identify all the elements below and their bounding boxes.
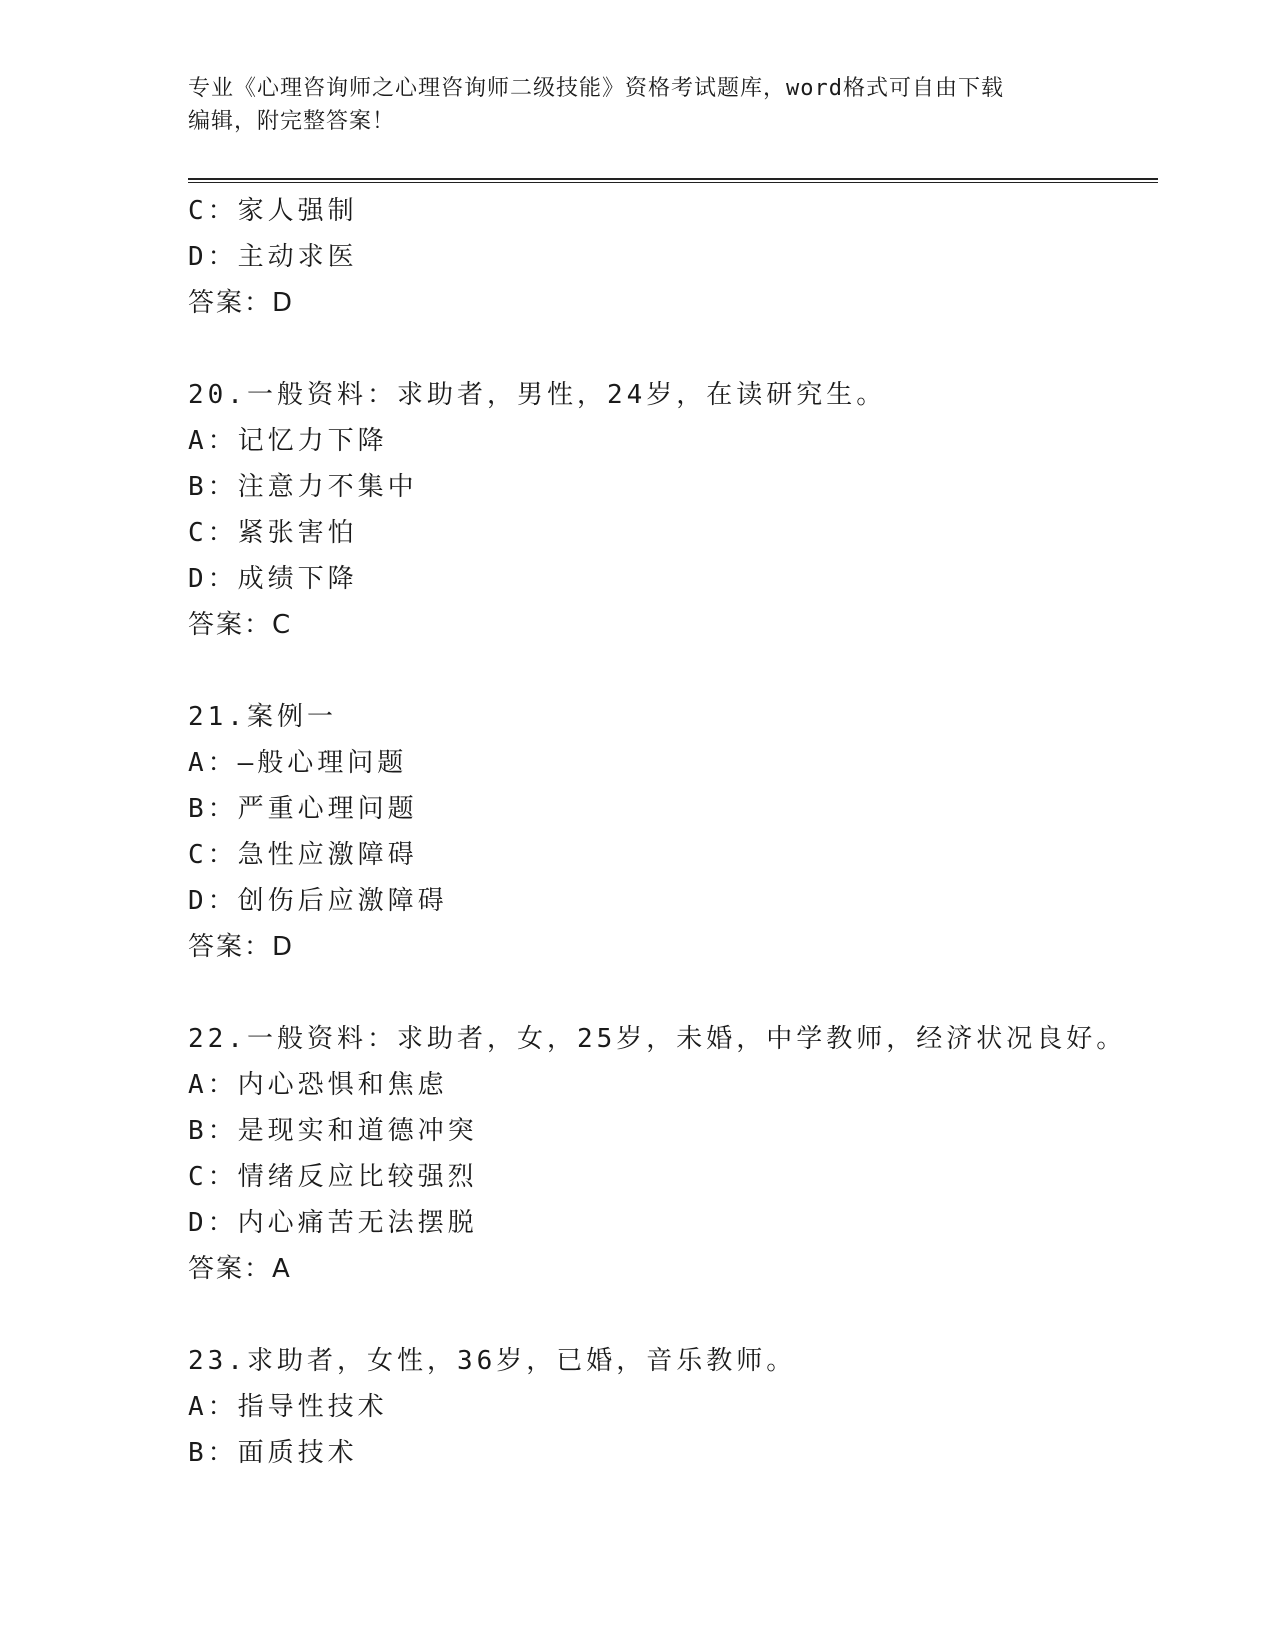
header-line-2: 编辑，附完整答案！: [188, 109, 396, 134]
option-a: A：内心恐惧和焦虑: [188, 1070, 448, 1100]
option-d: D：主动求医: [188, 242, 358, 272]
option-a: A：—般心理问题: [188, 748, 408, 778]
option-d: D：成绩下降: [188, 564, 358, 594]
answer: 答案：D: [188, 932, 295, 962]
document-header: [188, 72, 1088, 138]
question-22: [188, 1016, 1158, 1292]
spacer: [188, 648, 1158, 694]
spacer: [188, 970, 1158, 1016]
option-a: A：记忆力下降: [188, 426, 388, 456]
answer: 答案：C: [188, 610, 293, 640]
spacer: [188, 326, 1158, 372]
option-c: C：情绪反应比较强烈: [188, 1162, 478, 1192]
question-stem: 20.一般资料：求助者，男性，24岁，在读研究生。: [188, 380, 887, 410]
document-page: [188, 0, 1158, 1650]
question-23: [188, 1338, 1158, 1476]
option-d: D：创伤后应激障碍: [188, 886, 448, 916]
question-20: [188, 372, 1158, 648]
option-b: B：注意力不集中: [188, 472, 418, 502]
question-stem: 23.求助者，女性，36岁，已婚，音乐教师。: [188, 1346, 797, 1376]
header-line-1: 专业《心理咨询师之心理咨询师二级技能》资格考试题库，word格式可自由下载: [188, 76, 1004, 101]
question-list: [188, 188, 1158, 1476]
option-b: B：是现实和道德冲突: [188, 1116, 478, 1146]
question-stem: 21.案例一: [188, 702, 337, 732]
option-b: B：严重心理问题: [188, 794, 418, 824]
option-d: D：内心痛苦无法摆脱: [188, 1208, 478, 1238]
option-c: C：紧张害怕: [188, 518, 358, 548]
question-19-partial: [188, 188, 1158, 326]
answer: 答案：A: [188, 1254, 292, 1284]
option-a: A：指导性技术: [188, 1392, 388, 1422]
header-divider: [188, 178, 1158, 183]
answer: 答案：D: [188, 288, 295, 318]
option-c: C：家人强制: [188, 196, 358, 226]
option-b: B：面质技术: [188, 1438, 358, 1468]
spacer: [188, 1292, 1158, 1338]
question-stem: 22.一般资料：求助者，女，25岁，未婚，中学教师，经济状况良好。: [188, 1024, 1127, 1054]
option-c: C：急性应激障碍: [188, 840, 418, 870]
question-21: [188, 694, 1158, 970]
